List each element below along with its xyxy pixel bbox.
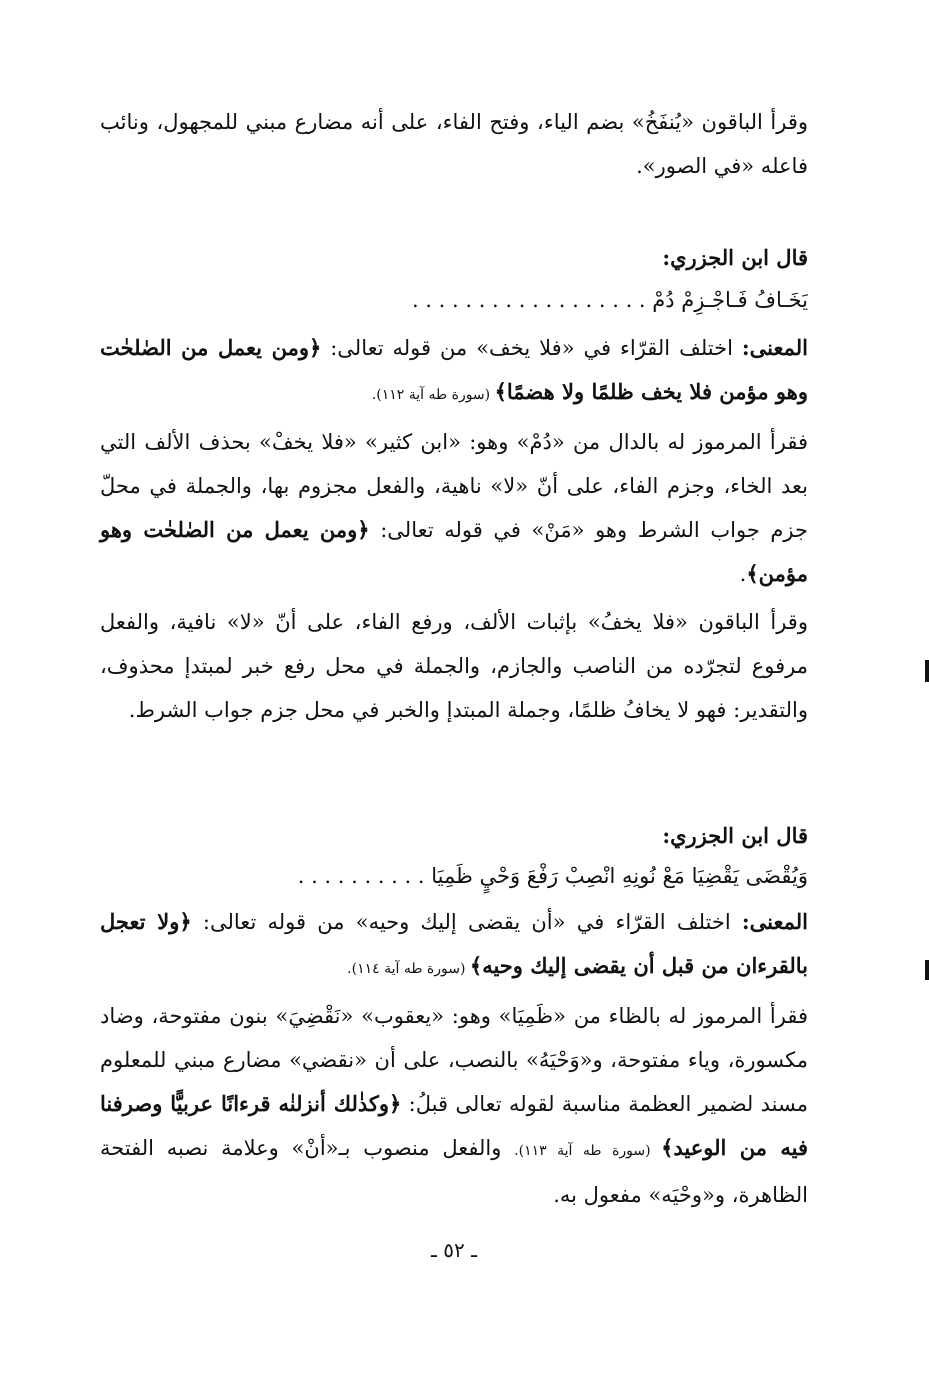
meaning-1-text [100, 326, 808, 417]
paragraph-2 [100, 420, 808, 596]
verse-1-text: يَخَـافُ فَـاجْـزِمْ دُمْ . . . . . . . . . . . . . . . . . . [411, 288, 808, 312]
heading-ibn-jazari-2: قال ابن الجزري: [662, 823, 808, 848]
verse-2-text: وَيُقْضَى يَقْضِيَا مَعْ نُونِهِ انْصِبْ رَفْعَ وَحْيٍ ظَمِيَا . . . . . . . . . . [297, 864, 808, 888]
paragraph-4-end: والفعل منصوب بـ«أنْ» وعلامة نصبه الفتحة الظاهرة، و«وحْيَه» مفعول به. [100, 1136, 808, 1207]
page-number: ـ ٥٢ ـ [431, 1238, 477, 1262]
meaning-2-reference: (سورة طه آية ١١٤). [347, 961, 470, 977]
meaning-2 [100, 900, 808, 991]
meaning-2-body: اختلف القرّاء في «أن يقضى إليك وحيه» من قوله تعالى: [191, 910, 742, 934]
paragraph-2-body: فقرأ المرموز له بالدال من «دُمْ» وهو: «ابن كثير» «فلا يخفْ» بحذف الألف التي بعد الخاء، وجزم الفاء، على أنّ «لا» ناهية، والفعل مجزوم بها، والجملة في محلّ جزم جواب الشرط وهو «مَنْ» في قوله تعالى: [100, 430, 808, 542]
scan-edge-mark-1 [925, 660, 929, 682]
heading-ibn-jazari-1: قال ابن الجزري: [662, 245, 808, 270]
meaning-1-body: اختلف القرّاء في «فلا يخف» من قوله تعالى: [321, 336, 742, 360]
meaning-2-quran-quote: ﴿ولا تعجل بالقرءان من قبل أن يقضى إليك وحيه﴾ [100, 909, 808, 978]
section-heading-1 [100, 240, 808, 276]
paragraph-2-quran-quote: ﴿ومن يعمل من الصٰلحٰت وهو مؤمن﴾ [100, 517, 808, 586]
meaning-2-text [100, 900, 808, 991]
paragraph-1 [100, 100, 808, 188]
meaning-1-label: المعنى: [741, 335, 808, 360]
paragraph-3 [100, 600, 808, 732]
paragraph-3-text: وقرأ الباقون «فلا يخفُ» بإثبات الألف، ورفع الفاء، على أنّ «لا» نافية، والفعل مرفوع لتجرّده من الناصب والجازم، والجملة في محل رفع خبر لمبتدإ محذوف، والتقدير: فهو لا يخافُ ظلمًا، وجملة المبتدإ والخبر في محل جزم جواب الشرط. [100, 610, 808, 722]
meaning-2-label: المعنى: [741, 909, 809, 934]
scan-edge-mark-2 [925, 960, 929, 980]
paragraph-1-text: وقرأ الباقون «يُنفَخُ» بضم الياء، وفتح الفاء، على أنه مضارع مبني للمجهول، ونائب فاعله «في الصور». [100, 110, 808, 178]
paragraph-4 [100, 994, 808, 1217]
verse-2 [100, 856, 808, 896]
verse-1 [100, 280, 808, 320]
section-heading-2 [100, 818, 808, 854]
paragraph-4-text [100, 994, 808, 1217]
book-page [100, 0, 808, 1374]
paragraph-4-reference: (سورة طه آية ١١٣). [514, 1143, 662, 1159]
meaning-1 [100, 326, 808, 417]
paragraph-2-end: . [739, 562, 747, 586]
meaning-1-reference: (سورة طه آية ١١٢). [371, 387, 495, 403]
meaning-1-quran-quote: ﴿ومن يعمل من الصٰلحٰت وهو مؤمن فلا يخف ظلمًا ولا هضمًا﴾ [100, 335, 808, 404]
paragraph-2-text [100, 420, 808, 596]
paragraph-4-body: فقرأ المرموز له بالظاء من «ظَمِيَا» وهو: «يعقوب» «نَقْضِيَ» بنون مفتوحة، وضاد مكسورة، وياء مفتوحة، و«وَحْيَهُ» بالنصب، على أن «نقضي» مضارع مبني للمعلوم مسند لضمير العظمة مناسبة لقوله تعالى قبلُ: [100, 1004, 808, 1116]
paragraph-4-quran-quote: ﴿وكذٰلك أنزلنٰه قرءانًا عربيًّا وصرفنا فيه من الوعيد﴾ [100, 1091, 808, 1160]
